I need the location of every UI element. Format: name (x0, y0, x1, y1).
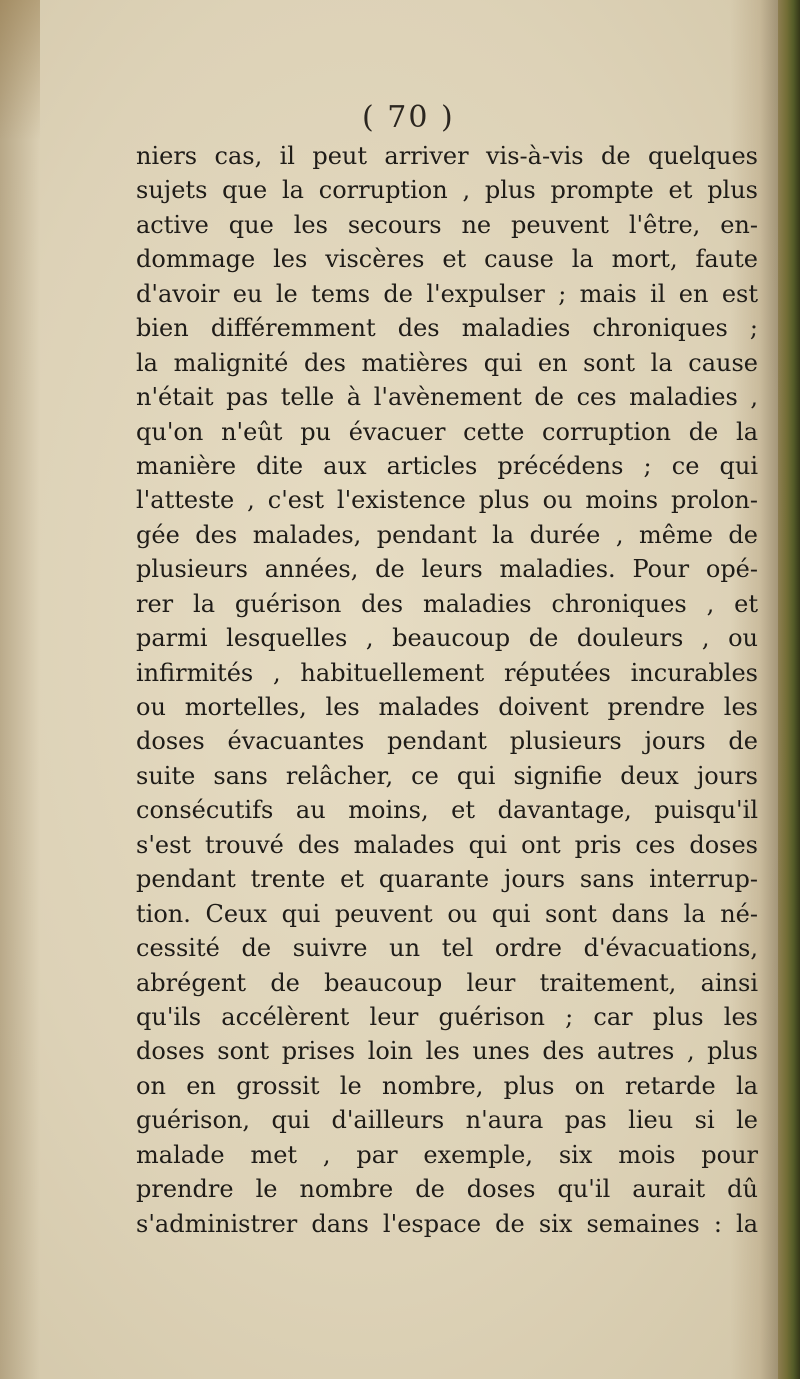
text-line: dommage les viscères et cause la mort, faute (136, 245, 758, 274)
text-line: doses sont prises loin les unes des autres , plus (136, 1037, 758, 1066)
text-line: suite sans relâcher, ce qui signifie deux jours (136, 761, 758, 790)
text-line: abrégent de beaucoup leur traitement, ainsi (136, 968, 758, 997)
text-line: prendre le nombre de doses qu'il aurait dû (136, 1175, 758, 1204)
text-line: n'était pas telle à l'avènement de ces maladies , (136, 383, 758, 412)
text-line: niers cas, il peut arriver vis-à-vis de quelques (136, 142, 758, 170)
text-line: s'administrer dans l'espace de six semaines : la (136, 1209, 758, 1238)
page-stain (0, 0, 40, 140)
text-line: ou mortelles, les malades doivent prendre les (136, 693, 758, 721)
text-line: consécutifs au moins, et davantage, puisqu'il (136, 796, 758, 825)
text-line: manière dite aux articles précédens ; ce qui (136, 451, 758, 480)
text-line: active que les secours ne peuvent l'être, en- (136, 210, 758, 239)
text-line: s'est trouvé des malades qui ont pris ces doses (136, 830, 758, 859)
text-line: rer la guérison des maladies chroniques , et (136, 589, 758, 618)
text-line: qu'ils accélèrent leur guérison ; car plus les (136, 1002, 758, 1031)
text-line: guérison, qui d'ailleurs n'aura pas lieu si le (136, 1106, 758, 1135)
text-line: on en grossit le nombre, plus on retarde la (136, 1071, 758, 1100)
text-line: parmi lesquelles , beaucoup de douleurs , ou (136, 624, 758, 653)
text-line: plusieurs années, de leurs maladies. Pour opé- (136, 555, 758, 584)
text-line: malade met , par exemple, six mois pour (136, 1140, 758, 1169)
text-line: infirmités , habituellement réputées incurables (136, 658, 758, 687)
text-line: cessité de suivre un tel ordre d'évacuations, (136, 934, 758, 963)
text-line: bien différemment des maladies chroniques ; (136, 314, 758, 343)
body-text (136, 139, 758, 1241)
text-line: la malignité des matières qui en sont la cause (136, 348, 758, 377)
text-line: doses évacuantes pendant plusieurs jours de (136, 727, 758, 756)
book-spine-edge (778, 0, 800, 1379)
text-line: pendant trente et quarante jours sans interrup- (136, 865, 758, 894)
page-number: ( 70 ) (362, 100, 455, 135)
text-line: d'avoir eu le tems de l'expulser ; mais il en est (136, 279, 758, 308)
text-line: tion. Ceux qui peuvent ou qui sont dans la né- (136, 899, 758, 928)
text-line: qu'on n'eût pu évacuer cette corruption de la (136, 417, 758, 446)
text-line: gée des malades, pendant la durée , même de (136, 520, 758, 549)
text-line: l'atteste , c'est l'existence plus ou moins prolon- (136, 486, 758, 515)
text-line: sujets que la corruption , plus prompte et plus (136, 176, 758, 205)
